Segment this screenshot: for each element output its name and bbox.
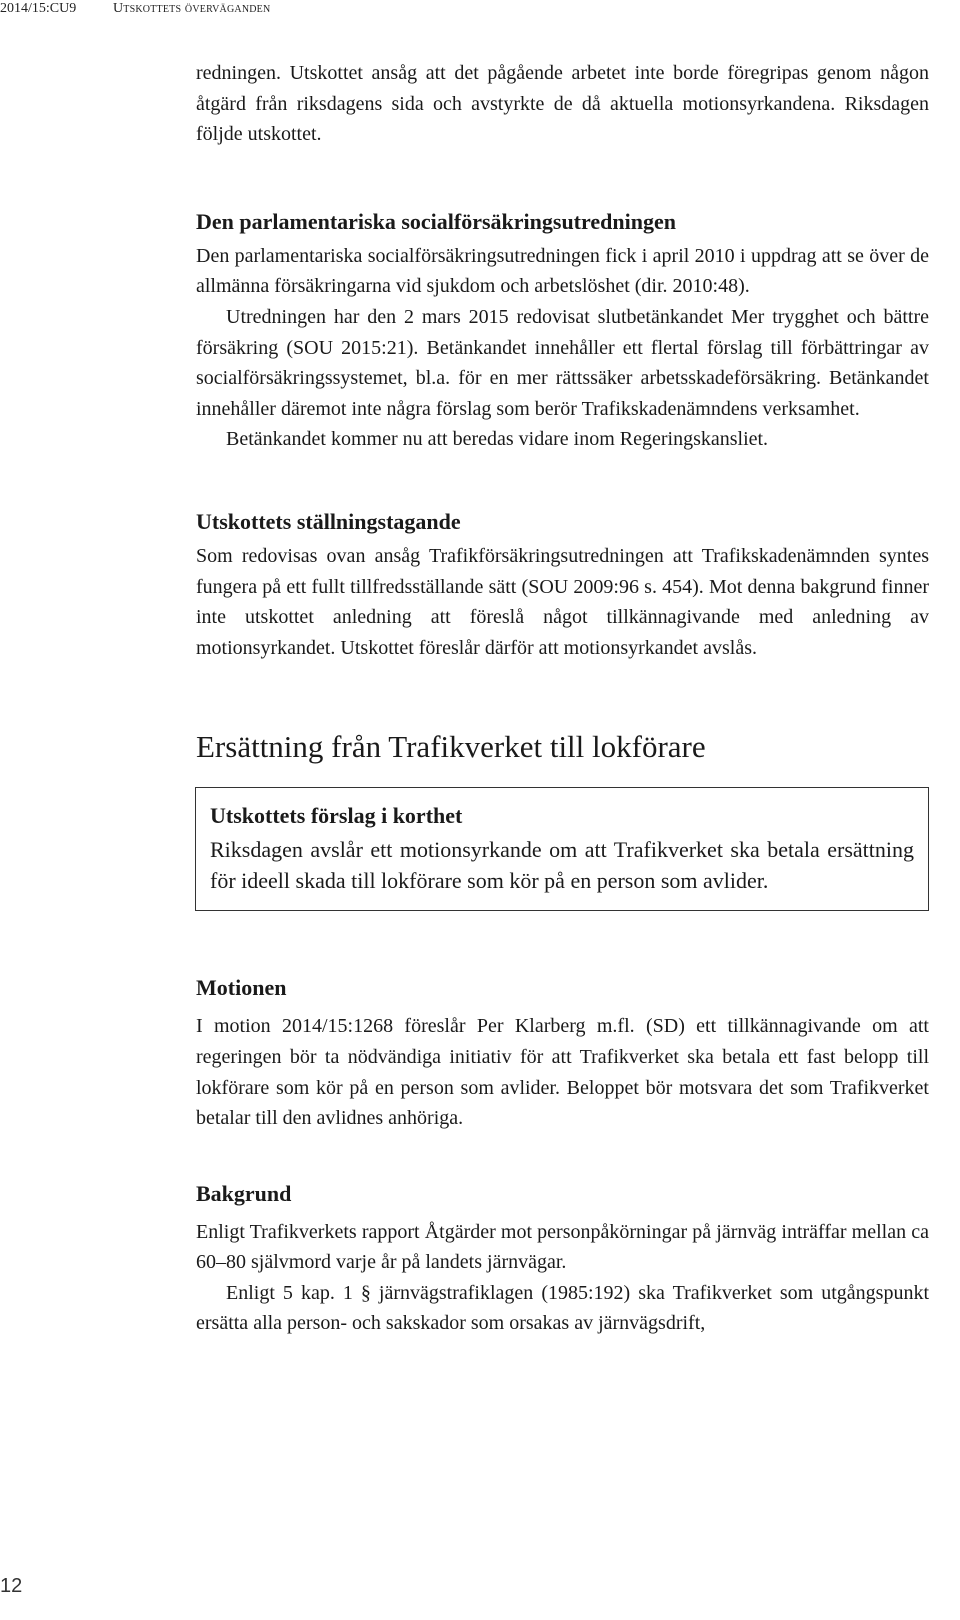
- parlamentariska-heading: Den parlamentariska socialförsäkringsutredningen: [196, 208, 676, 234]
- stallningstagande-heading: Utskottets ställningstagande: [196, 508, 461, 534]
- section-title: Utskottets överväganden: [113, 1, 271, 16]
- bakgrund-heading: Bakgrund: [196, 1180, 292, 1206]
- intro-paragraph: redningen. Utskottet ansåg att det pågående arbetet inte borde föregripas genom någon åtgärd från riksdagens sida och avstyrkte de då aktuella motionsyrkandena. Riksdagen följde utskottet.: [196, 62, 929, 146]
- summary-box-text: Riksdagen avslår ett motionsyrkande om att Trafikverket ska betala ersättning för ideell skada till lokförare som kör på en person som avlider.: [210, 837, 914, 894]
- parlamentariska-paragraph-3: Betänkandet kommer nu att beredas vidare inom Regeringskansliet.: [226, 428, 769, 451]
- bakgrund-paragraph-1: Enligt Trafikverkets rapport Åtgärder mot personpåkörningar på järnväg inträffar mellan ca 60–80 självmord varje år på landets järnvägar.: [196, 1220, 929, 1274]
- stallningstagande-paragraph: Som redovisas ovan ansåg Trafikförsäkringsutredningen att Trafikskadenämnden syntes fungera på ett fullt tillfredsställande sätt (SOU 2009:96 s. 454). Mot denna bakgrund finner inte utskottet anledning att föreslå något tillkännagivande med anledning av motionsyrkandet. Utskottet föreslår därför att motionsyrkandet avslås.: [196, 544, 929, 659]
- summary-box: [195, 787, 929, 911]
- document-id: 2014/15:CU9: [0, 1, 77, 16]
- motionen-heading: Motionen: [196, 975, 287, 1001]
- ersattning-title: Ersättning från Trafikverket till lokförare: [196, 729, 706, 765]
- page-content: [196, 58, 929, 1339]
- bakgrund-paragraph-2: Enligt 5 kap. 1 § järnvägstrafiklagen (1985:192) ska Trafikverket som utgångspunkt ersätta alla person- och sakskador som orsakas av järnvägsdrift,: [196, 1281, 929, 1335]
- page-number: 12: [0, 1575, 23, 1597]
- motionen-paragraph: I motion 2014/15:1268 föreslår Per Klarberg m.fl. (SD) ett tillkännagivande om att regeringen bör ta nödvändiga initiativ för att Trafikverket ska betala ett fast belopp till lokförare som kör på en person som avlider. Beloppet bör motsvara det som Trafikverket betalar till den avlidnes anhöriga.: [196, 1015, 929, 1130]
- parlamentariska-paragraph-2: Utredningen har den 2 mars 2015 redovisat slutbetänkandet Mer trygghet och bättre försäkring (SOU 2015:21). Betänkandet innehåller ett flertal förslag till förbättringar av socialförsäkringssystemet, bl.a. för en mer rättssäker arbetsskadeförsäkring. Betänkandet innehåller däremot inte några förslag som berör Trafikskadenämndens verksamhet.: [196, 305, 929, 420]
- parlamentariska-paragraph-1: Den parlamentariska socialförsäkringsutredningen fick i april 2010 i uppdrag att se över de allmänna försäkringarna vid sjukdom och arbetslöshet (dir. 2010:48).: [196, 244, 929, 298]
- summary-box-heading: Utskottets förslag i korthet: [210, 803, 463, 829]
